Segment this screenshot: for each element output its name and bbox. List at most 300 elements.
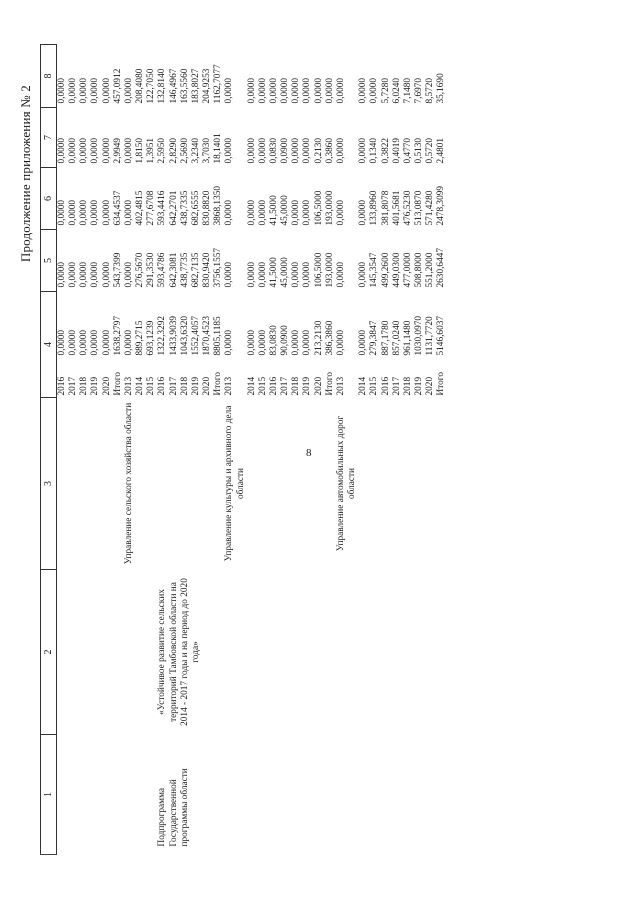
header-col-4: 4 [41,292,57,398]
cell-value-8: 146,4967 [168,68,179,104]
cell-value-5: 438,7735 [179,252,190,288]
cell-value-7: 0,0000 [358,137,369,164]
cell-program [336,735,358,855]
cell-program [68,735,79,855]
cell-organization [213,398,224,570]
cell-organization [180,398,191,570]
cell-value-6: 106,5000 [313,190,324,226]
cell-value-5: 449,0300 [391,252,402,288]
cell-program [425,735,436,855]
cell-year: 2017 [391,376,402,396]
cell-value-7: 0,0000 [101,137,112,164]
cell-organization [414,398,425,570]
cell-program [302,735,313,855]
cell-organization: Управление автомобильных дорог области [335,415,358,552]
cell-year: 2014 [246,376,257,396]
table-row [269,45,280,855]
cell-value-8: 163,5560 [179,68,190,104]
cell-year: 2020 [425,376,436,396]
cell-value-4: 279,3847 [369,320,380,356]
cell-value-5: 551,2000 [425,252,436,288]
cell-value-7: 0,0000 [57,137,67,164]
cell-program [325,735,336,855]
cell-program [403,735,414,855]
cell-value-5: 0,0000 [335,261,346,288]
table-row [302,45,313,855]
cell-value-6: 193,0000 [324,190,335,226]
cell-value-6: 0,0000 [123,199,134,226]
cell-subprogram [90,570,101,735]
cell-subprogram [302,570,313,735]
table-row [102,45,113,855]
cell-subprogram [291,570,302,735]
cell-program: Подпрограмма Государственной программы области [157,768,190,847]
cell-program [57,735,69,855]
cell-value-6: 0,0000 [68,199,79,226]
cell-year: 2019 [414,376,424,396]
cell-subprogram [436,570,447,735]
table-row [336,45,358,855]
table-body [57,45,448,855]
cell-value-8: 132,8140 [157,68,168,104]
cell-value-6: 41,5000 [268,195,279,226]
cell-value-4: 0,0000 [79,329,90,356]
cell-year: 2018 [179,376,190,396]
cell-year: 2014 [358,376,369,396]
header-col-6: 6 [41,168,57,230]
cell-value-4: 0,0000 [257,329,268,356]
cell-value-5: 543,7399 [112,252,123,288]
cell-value-6: 0,0000 [224,199,235,226]
cell-year: Итого [436,371,447,396]
cell-subprogram [336,570,358,735]
cell-value-6: 402,4815 [135,190,146,226]
cell-value-4: 1870,4523 [202,315,213,356]
cell-value-8: 0,0000 [57,77,67,104]
cell-value-5: 0,0000 [79,261,90,288]
cell-value-8: 0,0000 [123,77,134,104]
cell-value-8: 0,0000 [291,77,302,104]
cell-organization [425,398,436,570]
cell-value-6: 0,0000 [291,199,302,226]
cell-year: 2014 [135,376,146,396]
cell-value-5: 0,0000 [291,261,302,288]
cell-value-6: 381,8078 [380,190,391,226]
cell-organization [392,398,403,570]
cell-value-5: 477,0000 [402,252,413,288]
cell-value-7: 0,0000 [246,137,257,164]
cell-value-7: 2,9949 [112,137,123,164]
cell-organization [247,398,258,570]
cell-value-6: 0,0000 [90,199,101,226]
cell-value-5: 0,0000 [90,261,101,288]
cell-value-4: 5146,6037 [436,315,447,356]
cell-value-4: 1552,4057 [190,315,201,356]
cell-value-8: 8,5720 [425,77,436,104]
cell-value-6: 2478,3099 [436,185,447,226]
header-col-1: 1 [41,735,57,855]
table-row [124,45,135,855]
cell-organization [291,398,302,570]
cell-value-6: 3868,1350 [213,185,224,226]
cell-subprogram [314,570,325,735]
cell-value-7: 3,7030 [202,137,213,164]
cell-program [291,735,302,855]
cell-value-8: 0,0000 [268,77,279,104]
cell-value-8: 208,4080 [135,68,146,104]
cell-value-8: 0,0000 [369,77,380,104]
appendix-caption: Продолжение приложения № 2 [18,85,33,263]
cell-value-5: 145,3547 [369,252,380,288]
cell-value-6: 0,0000 [358,199,369,226]
cell-value-5: 0,0000 [123,261,134,288]
cell-value-6: 277,6708 [146,190,157,226]
cell-organization [358,398,369,570]
cell-value-4: 0,0000 [90,329,101,356]
cell-organization [157,398,168,570]
cell-subprogram [414,570,425,735]
cell-value-7: 0,1340 [369,137,380,164]
cell-value-7: 0,0000 [224,137,235,164]
cell-organization: Управление культуры и архивного дела области [224,405,246,562]
table-row [369,45,380,855]
cell-value-7: 0,0000 [302,137,313,164]
cell-value-8: 204,9253 [202,68,213,104]
cell-value-7: 0,0900 [280,137,291,164]
cell-year: 2018 [402,376,413,396]
table-row [392,45,403,855]
cell-program [135,735,146,855]
cell-value-5: 0,0000 [101,261,112,288]
cell-organization [280,398,291,570]
cell-value-8: 0,0000 [324,77,335,104]
cell-subprogram [202,570,213,735]
cell-value-8: 35,1690 [436,73,447,104]
table-row [90,45,101,855]
cell-value-7: 1,3951 [146,137,157,164]
cell-organization [325,398,336,570]
cell-subprogram [381,570,392,735]
cell-year: 2015 [146,376,157,396]
cell-value-4: 0,0000 [123,329,134,356]
header-col-3: 3 [41,398,57,570]
cell-organization [102,398,113,570]
cell-value-7: 0,0000 [257,137,268,164]
cell-value-7: 2,5690 [179,137,190,164]
cell-value-5: 830,9420 [202,252,213,288]
cell-value-7: 18,1401 [213,133,224,164]
cell-subprogram [403,570,414,735]
cell-value-6: 401,5681 [391,190,402,226]
cell-program [369,735,380,855]
cell-subprogram: «Устойчивое развитие сельских территорий Тамбовской области на 2014 - 2017 годы и на период до 2020 года» [157,578,201,726]
cell-subprogram [358,570,369,735]
cell-value-8: 0,0000 [257,77,268,104]
cell-value-5: 45,0000 [280,257,291,288]
cell-value-4: 386,3860 [324,320,335,356]
table-row [79,45,90,855]
cell-organization [169,398,180,570]
cell-subprogram [280,570,291,735]
cell-value-7: 0,4019 [391,137,402,164]
cell-value-6: 571,4280 [425,190,436,226]
cell-value-7: 2,4801 [436,137,447,164]
cell-value-7: 0,3822 [380,137,391,164]
cell-subprogram [213,570,224,735]
cell-organization [314,398,325,570]
cell-value-5: 0,0000 [302,261,313,288]
cell-value-6: 45,0000 [280,195,291,226]
cell-organization [436,398,447,570]
cell-value-6: 0,0000 [335,199,346,226]
table-row [157,45,168,855]
cell-value-7: 0,0000 [79,137,90,164]
cell-subprogram [425,570,436,735]
cell-value-5: 508,8000 [414,252,424,288]
cell-subprogram [325,570,336,735]
cell-subprogram [258,570,269,735]
table-row [57,45,69,855]
header-col-7: 7 [41,108,57,168]
cell-value-7: 0,0000 [90,137,101,164]
header-row [41,45,57,855]
cell-value-7: 1,8150 [135,137,146,164]
cell-program [102,735,113,855]
cell-value-5: 642,3081 [168,252,179,288]
table-row [224,45,246,855]
cell-value-5: 0,0000 [246,261,257,288]
cell-value-7: 2,8290 [168,137,179,164]
cell-year: 2019 [90,376,101,396]
cell-program [146,735,157,855]
table-row [414,45,425,855]
cell-organization [57,398,69,570]
cell-program [124,735,135,855]
cell-year: 2018 [79,376,90,396]
cell-year: 2017 [68,376,79,396]
cell-value-4: 0,0000 [358,329,369,356]
cell-value-8: 0,0000 [224,77,235,104]
data-table [40,44,447,855]
cell-value-6: 0,0000 [57,199,67,226]
cell-value-8: 6,0240 [391,77,402,104]
cell-value-8: 0,0000 [280,77,291,104]
cell-organization [79,398,90,570]
cell-organization [269,398,280,570]
cell-value-4: 0,0000 [302,329,313,356]
cell-value-8: 7,6970 [414,77,424,104]
cell-value-5: 41,5000 [268,257,279,288]
cell-value-5: 682,7135 [190,252,201,288]
cell-program [90,735,101,855]
cell-organization [381,398,392,570]
cell-value-5: 0,0000 [358,261,369,288]
cell-year: 2016 [380,376,391,396]
table-row [280,45,291,855]
cell-value-8: 122,7050 [146,68,157,104]
cell-value-4: 889,2715 [135,320,146,356]
cell-program [258,735,269,855]
header-col-5: 5 [41,230,57,292]
cell-value-8: 0,0000 [246,77,257,104]
cell-subprogram [392,570,403,735]
cell-value-4: 0,0000 [68,329,79,356]
cell-value-6: 476,5230 [402,190,413,226]
table-row [425,45,436,855]
cell-value-8: 0,0000 [302,77,313,104]
cell-organization: Управление сельского хозяйства области [123,402,134,565]
cell-value-5: 2630,6447 [436,247,447,288]
cell-organization [191,398,202,570]
cell-value-8: 0,0000 [68,77,79,104]
cell-value-7: 2,5950 [157,137,168,164]
cell-value-4: 857,0240 [391,320,402,356]
table-row [358,45,369,855]
cell-year: 2016 [157,376,168,396]
cell-value-5: 106,5000 [313,252,324,288]
cell-year: Итого [324,371,335,396]
cell-value-5: 291,3530 [146,252,157,288]
cell-value-7: 3,2340 [190,137,201,164]
cell-value-8: 7,1480 [402,77,413,104]
cell-subprogram [224,570,246,735]
cell-value-8: 0,0000 [79,77,90,104]
cell-value-8: 183,8027 [190,68,201,104]
cell-value-6: 513,0870 [414,190,424,226]
cell-value-4: 8805,1185 [213,316,224,356]
cell-value-8: 0,0000 [358,77,369,104]
cell-value-4: 1322,3292 [157,315,168,356]
cell-value-4: 0,0000 [291,329,302,356]
cell-value-5: 0,0000 [68,261,79,288]
cell-value-8: 0,0000 [90,77,101,104]
cell-year: 2017 [168,376,179,396]
cell-subprogram [269,570,280,735]
cell-value-4: 1131,7720 [425,316,436,356]
cell-program [79,735,90,855]
header-col-8: 8 [41,45,57,108]
cell-value-8: 5,7280 [380,77,391,104]
cell-year: 2020 [313,376,324,396]
cell-value-4: 887,1780 [380,320,391,356]
table-row [258,45,269,855]
cell-year: 2013 [224,376,235,396]
table-row [135,45,146,855]
cell-program [381,735,392,855]
cell-subprogram [369,570,380,735]
cell-value-4: 1030,0970 [414,315,424,356]
header-col-2: 2 [41,570,57,735]
cell-year: 2016 [57,376,67,396]
cell-value-5: 0,0000 [257,261,268,288]
cell-subprogram [79,570,90,735]
table-row [68,45,79,855]
cell-subprogram [102,570,113,735]
cell-year: 2018 [291,376,302,396]
table-row [381,45,392,855]
cell-value-7: 0,0000 [68,137,79,164]
table-row [436,45,447,855]
cell-organization [258,398,269,570]
cell-subprogram [124,570,135,735]
cell-value-8: 1162,7077 [213,64,224,104]
cell-organization [68,398,79,570]
cell-year: 2015 [257,376,268,396]
cell-year: Итого [213,371,224,396]
cell-value-6: 682,6555 [190,190,201,226]
cell-subprogram [113,570,124,735]
cell-value-8: 0,0000 [313,77,324,104]
cell-value-4: 0,0000 [224,329,235,356]
cell-value-8: 0,0000 [335,77,346,104]
cell-subprogram [135,570,146,735]
cell-value-6: 642,2701 [168,190,179,226]
cell-program [269,735,280,855]
cell-program [113,735,124,855]
cell-subprogram [146,570,157,735]
table-row [403,45,414,855]
cell-value-4: 0,0000 [57,329,67,356]
cell-value-7: 0,0830 [268,137,279,164]
cell-year: 2020 [202,376,213,396]
cell-value-7: 0,5130 [414,137,424,164]
cell-value-6: 0,0000 [246,199,257,226]
cell-value-5: 0,0000 [57,261,67,288]
cell-value-4: 0,0000 [335,329,346,356]
cell-value-4: 693,1239 [146,320,157,356]
cell-subprogram [247,570,258,735]
cell-value-8: 0,0000 [101,77,112,104]
cell-year: 2020 [101,376,112,396]
cell-year: 2013 [123,376,134,396]
cell-value-5: 193,0000 [324,252,335,288]
cell-value-5: 593,4786 [157,252,168,288]
cell-value-6: 830,8820 [202,190,213,226]
cell-value-5: 276,5670 [135,252,146,288]
cell-year: 2019 [302,376,313,396]
cell-program [213,735,224,855]
cell-value-4: 83,0830 [268,325,279,356]
cell-organization [369,398,380,570]
cell-subprogram [57,570,69,735]
cell-value-7: 0,3860 [324,137,335,164]
cell-organization [113,398,124,570]
cell-value-6: 133,8960 [369,190,380,226]
cell-value-4: 0,0000 [101,329,112,356]
table-row [291,45,302,855]
cell-value-4: 213,2130 [313,320,324,356]
table-row [146,45,157,855]
cell-value-4: 0,0000 [246,329,257,356]
cell-program [202,735,213,855]
cell-year: 2017 [280,376,291,396]
cell-value-6: 634,4537 [112,190,123,226]
cell-year: Итого [112,371,123,396]
cell-program [436,735,447,855]
cell-organization [302,398,313,570]
cell-program [392,735,403,855]
cell-organization [403,398,414,570]
cell-value-6: 0,0000 [101,199,112,226]
cell-value-5: 0,0000 [224,261,235,288]
table-row [325,45,336,855]
cell-value-7: 0,4770 [402,137,413,164]
cell-value-6: 0,0000 [257,199,268,226]
cell-organization [202,398,213,570]
cell-year: 2013 [335,376,346,396]
cell-program [280,735,291,855]
page-number: 8 [306,447,312,459]
